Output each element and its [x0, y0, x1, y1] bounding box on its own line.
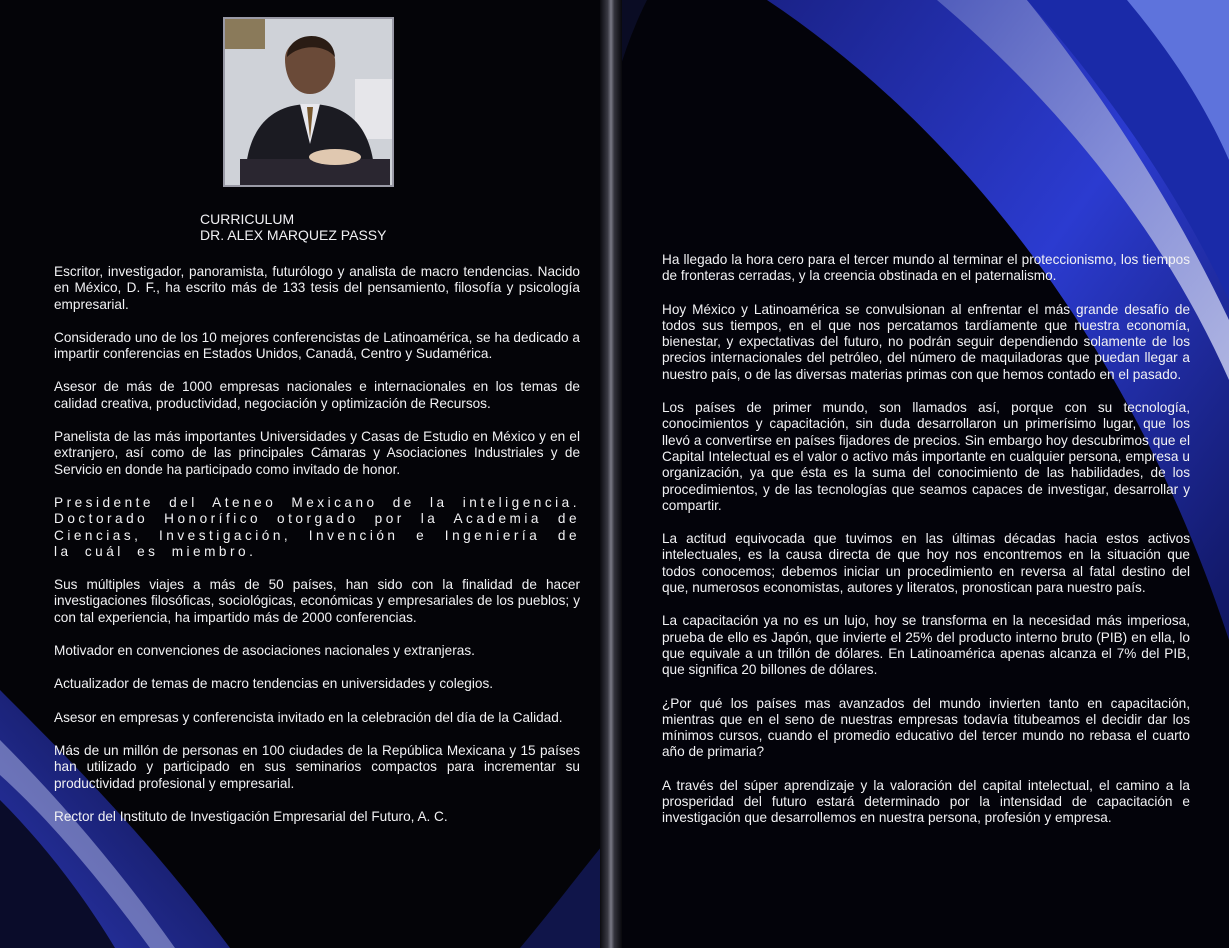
cv-paragraph-4: Panelista de las más importantes Universidades y Casas de Estudio en México y en el extranjero, así como de las principales Cámaras y Asociaciones Industriales y de Servicio en donde ha participado como invitado de honor. — [54, 429, 580, 477]
author-portrait-image — [225, 19, 392, 185]
cv-paragraph-1: Escritor, investigador, panoramista, futurólogo y analista de macro tendencias. Nacido en México, D. F., ha escrito más de 133 tesis del pensamiento, filosofía y psicología empresarial. — [54, 264, 580, 312]
cv-paragraph-8: Actualizador de temas de macro tendencias en universidades y colegios. — [54, 676, 494, 692]
cv-paragraph-2: Considerado uno de los 10 mejores conferencistas de Latinoamérica, se ha dedicado a impartir conferencias en Estados Unidos, Canadá, Centro y Sudamérica. — [54, 329, 580, 362]
essay-paragraph-2: Hoy México y Latinoamérica se convulsionan al enfrentar el más grande desafío de todos sus tiempos, en el que nos percatamos tardíamente que nuestra economía, bienestar, y expectativas del futuro, no podrán seguir dependiendo solamente de los precios internacionales del petróleo, del número de maquiladoras que puedan llegar a nuestro país, o de las diversas materias primas con que hemos contado en el pasado. — [662, 301, 1190, 382]
curriculum-text — [54, 264, 580, 842]
author-portrait — [223, 17, 394, 187]
essay-text — [662, 252, 1190, 844]
curriculum-title: CURRICULUM — [200, 211, 295, 227]
cv-paragraph-10: Más de un millón de personas en 100 ciudades de la República Mexicana y 15 países han utilizado y participado en sus seminarios compactos para incrementar su productividad profesional y empresarial. — [54, 742, 580, 791]
cv-paragraph-5: Presidente del Ateneo Mexicano de la inteligencia. Doctorado Honorífico otorgado por la Academia de Ciencias, Investigación, Invención e Ingeniería de la cuál es miembro. — [54, 494, 580, 559]
right-page — [607, 0, 1229, 948]
essay-paragraph-3: Los países de primer mundo, son llamados así, porque con su tecnología, conocimientos y capacitación, sin duda desarrollaron un primerísimo lugar, que los llevó a convertirse en países fijadores de precios. Sin embargo hoy descubrimos que el Capital Intelectual es el valor o activo más importante en cualquier persona, empresa u organización, ya que ésta es la suma del conocimiento de las habilidades, de los procedimientos, y de las tecnologías que seamos capaces de investigar, desarrollar y compartir. — [662, 400, 1190, 513]
cv-paragraph-9: Asesor en empresas y conferencista invitado en la celebración del día de la Calidad. — [54, 709, 563, 725]
essay-paragraph-5: La capacitación ya no es un lujo, hoy se transforma en la necesidad más imperiosa, prueba de ello es Japón, que invierte el 25% del producto interno bruto (PIB) en ella, lo que equivale a un trillón de dólares. En Latinoamérica apenas alcanza el 7% del PIB, que significa 20 billones de dólares. — [662, 613, 1190, 678]
cv-paragraph-3: Asesor de más de 1000 empresas nacionales e internacionales en los temas de calidad creativa, productividad, negociación y optimización de Recursos. — [54, 379, 580, 411]
left-page — [0, 0, 607, 948]
page-gutter — [600, 0, 622, 948]
cv-paragraph-7: Motivador en convenciones de asociaciones nacionales y extranjeras. — [54, 643, 475, 659]
author-name: DR. ALEX MARQUEZ PASSY — [200, 227, 387, 243]
essay-paragraph-1: Ha llegado la hora cero para el tercer mundo al terminar el proteccionismo, los tiempos de fronteras cerradas, y la creencia obstinada en el paternalismo. — [662, 252, 1190, 284]
essay-paragraph-6: ¿Por qué los países mas avanzados del mundo invierten tanto en capacitación, mientras que en el seno de nuestras empresas todavía titubeamos el decidir dar los mínimos cursos, cuando el promedio educativo del tercer mundo no rebasa el cuarto año de primaria? — [662, 695, 1190, 760]
cv-paragraph-11: Rector del Instituto de Investigación Empresarial del Futuro, A. C. — [54, 808, 448, 824]
essay-paragraph-4: La actitud equivocada que tuvimos en las últimas décadas hacia estos activos intelectuales, es la causa directa de que hoy nos encontremos en la situación que todos conocemos; debemos iniciar un procedimiento en reversa al fatal destino del que, numerosos economistas, autores y literatos, pronostican para nuestro país. — [662, 531, 1190, 596]
curriculum-heading — [200, 211, 386, 243]
cv-paragraph-6: Sus múltiples viajes a más de 50 países, han sido con la finalidad de hacer investigaciones filosóficas, sociológicas, económicas y empresariales de los pueblos; y con tal experiencia, ha impartido más de 2000 conferencias. — [54, 577, 580, 625]
essay-paragraph-7: A través del súper aprendizaje y la valoración del capital intelectual, el camino a la prosperidad del futuro estará determinado por la intensidad de capacitación e investigación que desarrollemos en nuestra persona, profesión y empresa. — [662, 777, 1190, 826]
